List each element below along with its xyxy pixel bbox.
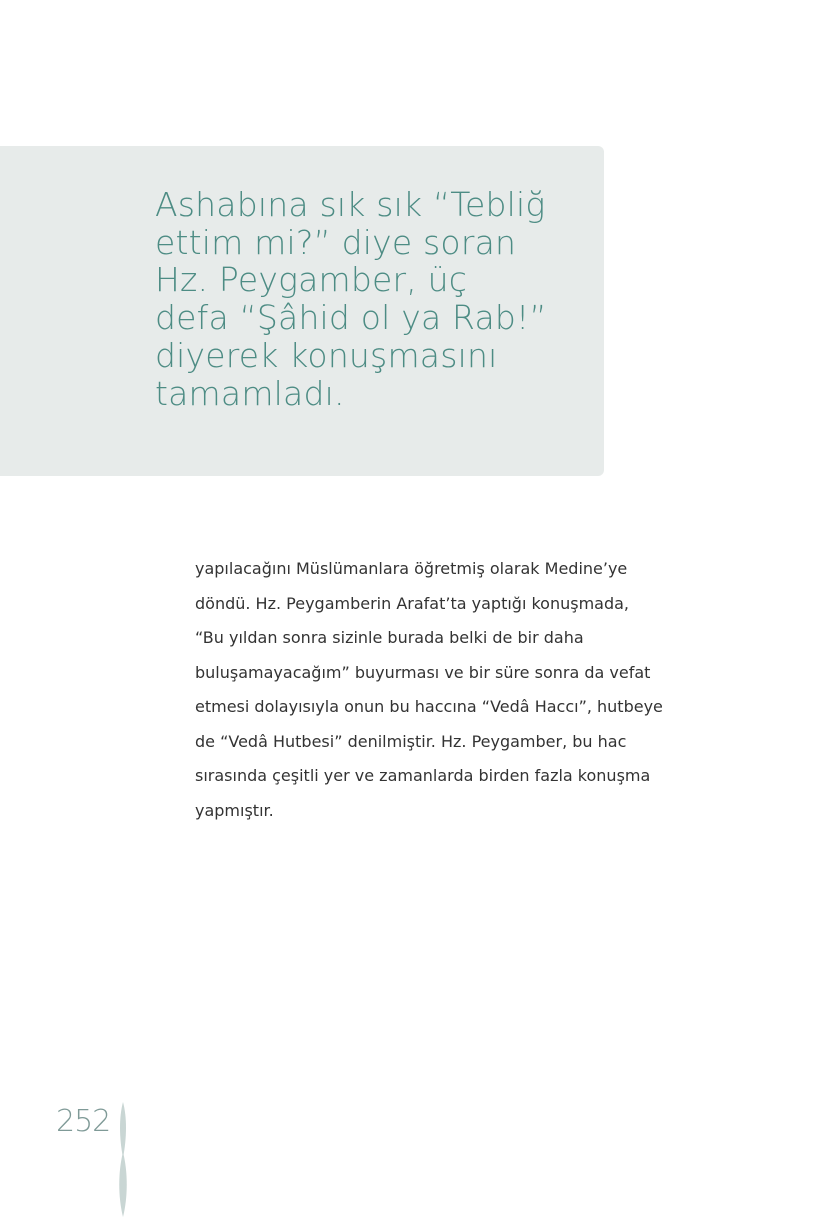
body-line: buluşamayacağım” buyurması ve bir süre sonra da vefat	[195, 662, 651, 682]
ornament-upper-leaf	[120, 1102, 126, 1158]
page-number: 252	[56, 1104, 111, 1139]
pull-quote-line: diyerek konuşmasını	[155, 335, 498, 375]
pull-quote-line: Hz. Peygamber, üç	[155, 260, 468, 300]
body-line: sırasında çeşitli yer ve zamanlarda birden fazla konuşma	[195, 766, 651, 785]
pull-quote	[155, 186, 575, 412]
body-line: yapmıştır.	[195, 800, 274, 820]
ornament-lower-leaf	[119, 1152, 127, 1217]
body-line: döndü. Hz. Peygamberin Arafat’ta yaptığı konuşmada,	[195, 593, 630, 613]
pull-quote-line: defa “Şâhid ol ya Rab!”	[155, 298, 547, 338]
body-paragraph	[195, 552, 695, 828]
page-ornament-icon	[115, 1102, 131, 1217]
pull-quote-line: ettim mi?” diye soran	[155, 222, 517, 262]
body-line: de “Vedâ Hutbesi” denilmiştir. Hz. Peygamber, bu hac	[195, 731, 627, 751]
body-line: yapılacağını Müslümanlara öğretmiş olarak Medine’ye	[195, 559, 628, 578]
body-line: “Bu yıldan sonra sizinle burada belki de bir daha	[195, 628, 584, 647]
pull-quote-line: Ashabına sık sık “Tebliğ	[155, 185, 546, 224]
pull-quote-line: tamamladı.	[155, 373, 345, 413]
body-line: etmesi dolayısıyla onun bu haccına “Vedâ Haccı”, hutbeye	[195, 697, 663, 716]
